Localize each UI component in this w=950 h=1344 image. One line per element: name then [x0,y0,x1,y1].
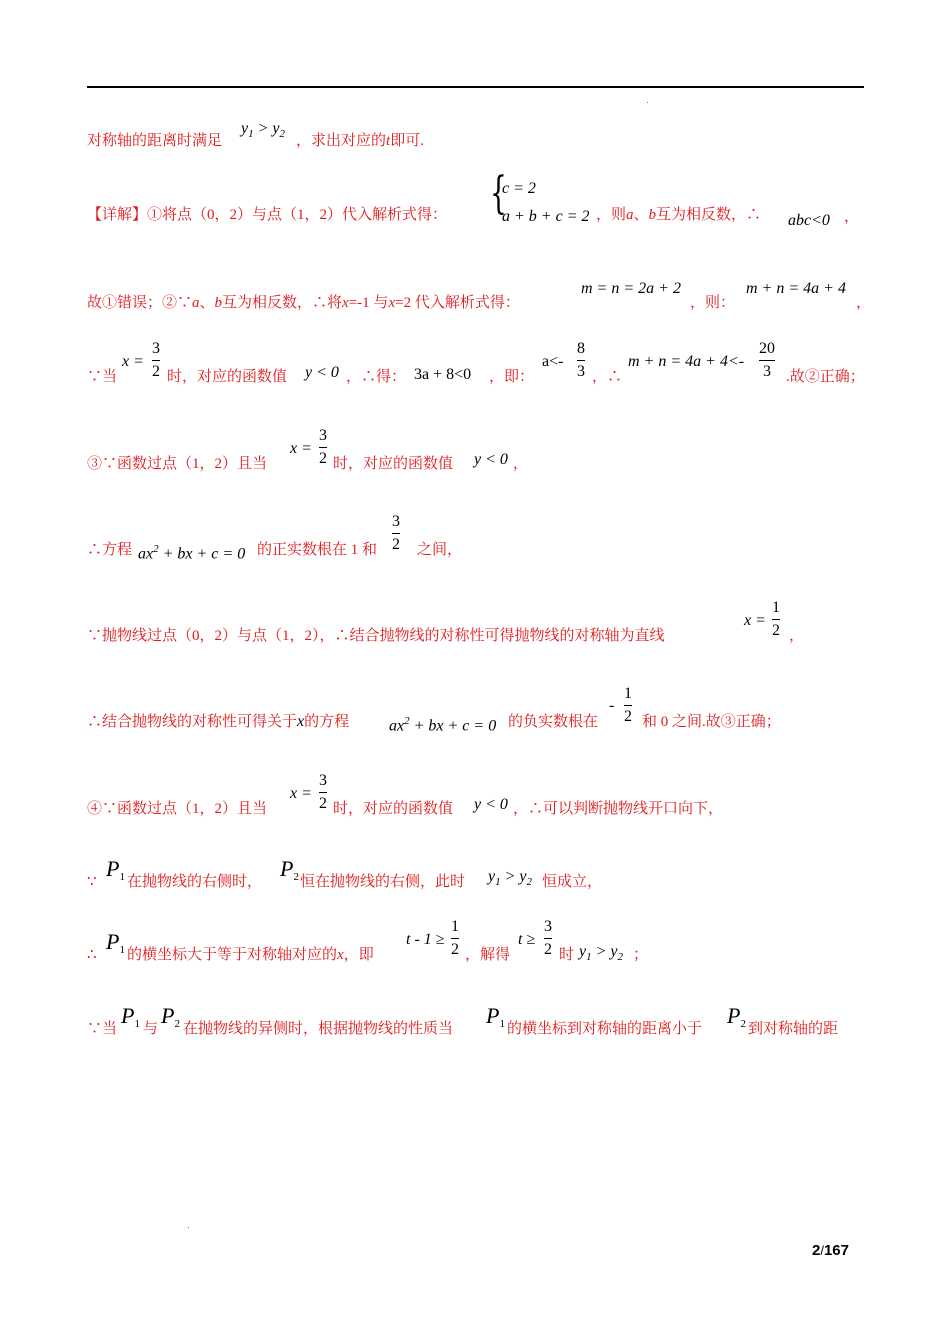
var-x: x [337,947,344,963]
fraction-bar [624,705,632,706]
line-2b [596,206,761,224]
fraction-3-2 [319,427,327,468]
y-lt-0: y < 0 [474,451,508,468]
text: ③∵函数过点（1，2）且当 [87,456,268,472]
text: 时 [559,947,575,963]
P: P [106,929,120,954]
P: P [106,856,120,881]
denominator: 2 [624,708,632,725]
P1 [106,929,125,959]
text: 互为相反数，∴ [656,207,762,223]
P: P [727,1003,741,1028]
math-y1-gt-y2: $y_1 > y_2$ [241,120,286,141]
comma: ， [844,209,860,225]
text: ∴结合抛物线的对称性可得关于 [87,714,298,730]
var-a: a [626,207,634,223]
fraction-8-3 [577,340,585,381]
text: ，则 [596,207,627,223]
text: 的正实数根在 1 和 [257,542,378,558]
var-t: t [386,133,391,149]
text: 的横坐标到对称轴的距离小于 [507,1021,703,1037]
text: 的负实数根在 [508,714,599,730]
subscript: 1 [119,871,125,884]
fraction-3-2 [392,513,400,554]
subscript: 1 [134,1018,140,1031]
numerator: 3 [544,918,552,935]
text: 对称轴的距离时满足 [87,133,223,149]
text: 时，对应的函数值 [333,456,454,472]
var-b: b [648,207,657,223]
x-eq: x = [290,785,312,802]
subscript: 1 [499,1018,505,1031]
eq-abc-sum: a + b + c = 2 [502,208,590,225]
text: 之间， [417,542,463,558]
fraction-bar [759,360,775,361]
subscript: 2 [174,1018,180,1031]
text: ，即 [343,947,374,963]
speck [188,1227,189,1228]
text: 互为相反数，∴将 [222,295,343,311]
text: 在抛物线的异侧时，根据抛物线的性质当 [183,1021,454,1037]
denominator: 3 [763,363,771,380]
comma: ， [513,456,529,472]
fraction-bar [152,360,160,361]
fraction-bar [772,619,780,620]
P1 [106,856,125,886]
text: ④∵函数过点（1，2）且当 [87,801,268,817]
t-minus-1-ge: t - 1 ≥ [406,931,445,948]
P2 [161,1003,180,1033]
text: 和 0 之间.故③正确； [642,714,781,730]
denominator: 2 [451,941,459,958]
P: P [161,1003,175,1028]
numerator: 3 [392,513,400,530]
system-brace: { [490,168,507,219]
P2 [727,1003,746,1033]
text: .故②正确； [786,369,865,385]
denominator: 2 [392,536,400,553]
comma: ， [789,628,805,644]
fraction-1-2 [624,685,632,726]
text: 恒成立， [542,874,603,890]
eq-m-plus-n: m + n = 4a + 4 [746,280,846,297]
text: ∵当 [87,1021,118,1037]
text: ①将点（0，2）与点（1，2）代入解析式得： [147,207,448,223]
text: 在抛物线的右侧时， [127,874,263,890]
text: 时，对应的函数值 [333,801,454,817]
text: ，∴ [592,369,623,385]
denominator: 2 [319,795,327,812]
P: P [280,856,294,881]
fraction-20-3 [759,340,775,381]
text: 时，对应的函数值 [167,369,288,385]
line-8 [87,713,349,731]
text: ，即： [489,369,535,385]
x-eq: x = [122,353,144,370]
numerator: 3 [319,772,327,789]
var-x: x [297,713,305,730]
fraction-1-2 [772,599,780,640]
fraction-3-2 [544,918,552,959]
var-b: b [214,295,223,311]
speck [647,102,648,103]
numerator: 1 [772,599,780,616]
y-lt-0: y < 0 [305,364,339,381]
y-lt-0: y < 0 [474,796,508,813]
header-rule [87,86,864,88]
line-11b [127,946,374,964]
text: 与 [143,1021,159,1037]
subscript: 1 [119,944,125,957]
text: 恒在抛物线的右侧，此时 [300,874,466,890]
current-page: 2 [812,1242,821,1259]
numerator: 8 [577,340,585,357]
line-3 [87,294,520,312]
denominator: 3 [577,363,585,380]
denominator: 2 [152,363,160,380]
minus-sign: - [609,697,615,714]
a-lt: a<- [542,353,564,370]
fraction-bar [451,938,459,939]
quadratic-eq: $ax^2$ + bx + c = 0 [389,715,497,735]
text: ∵当 [87,369,118,385]
line-1b [296,132,424,150]
x-eq: x = [744,612,766,629]
text: 的横坐标大于等于对称轴对应的 [127,947,338,963]
fraction-1-2 [451,918,459,959]
text: ，解得 [465,947,511,963]
fraction-3-2 [152,340,160,381]
separator: / [820,1243,824,1258]
P: P [121,1003,135,1028]
text: ∴方程 [87,542,133,558]
text: 即可. [390,133,424,149]
P2 [280,856,299,886]
P1 [486,1003,505,1033]
denominator: 2 [772,622,780,639]
eq-m-n: m = n = 2a + 2 [581,280,681,297]
x-eq: x = [290,440,312,457]
page-number [812,1242,849,1259]
numerator: 1 [624,685,632,702]
subscript: 2 [740,1018,746,1031]
text: ，∴得： [346,369,407,385]
text: ∵ [87,874,97,890]
text: 到对称轴的距 [748,1021,839,1037]
abc-lt-0: abc<0 [788,212,830,229]
total-pages: 167 [823,1242,849,1259]
line-2 [87,206,447,224]
text: ，则： [690,295,736,311]
numerator: 3 [319,427,327,444]
fraction-bar [319,792,327,793]
ineq-3a-8: 3a + 8<0 [414,366,472,383]
eq-c: c = 2 [502,180,536,197]
t-ge: t ≥ [518,931,536,948]
text: 故①错误；②∵ [87,295,193,311]
y1-gt-y2: $y_1 > y_2$ [488,868,533,889]
line-1 [87,132,222,150]
var-x: x [388,295,396,311]
fraction-bar [319,447,327,448]
subscript: 2 [293,871,299,884]
fraction-3-2 [319,772,327,813]
y1-gt-y2: $y_1 > y_2$ [579,943,624,964]
fraction-bar [577,360,585,361]
text: =-1 与 [348,295,389,311]
text: 的方程 [304,714,350,730]
quadratic-eq: $ax^2$ + bx + c = 0 [138,543,246,563]
text: =2 代入解析式得： [395,295,520,311]
comma: ， [856,295,872,311]
denominator: 2 [319,450,327,467]
fraction-bar [392,533,400,534]
fraction-bar [544,938,552,939]
text: 、 [633,207,649,223]
var-x: x [342,295,349,311]
semicolon: ； [633,947,649,963]
numerator: 3 [152,340,160,357]
text: ∴ [87,947,97,963]
mn-long: m + n = 4a + 4<- [628,353,745,370]
text: ，∴可以判断抛物线开口向下， [513,801,724,817]
text: 、 [199,295,215,311]
detail-tag: 【详解】 [87,207,148,223]
numerator: 20 [759,340,775,357]
numerator: 1 [451,918,459,935]
P: P [486,1003,500,1028]
P1 [121,1003,140,1033]
text: ∵抛物线过点（0，2）与点（1，2），∴结合抛物线的对称性可得抛物线的对称轴为直线 [87,628,665,644]
text: ，求出对应的 [296,133,387,149]
var-a: a [192,295,200,311]
denominator: 2 [544,941,552,958]
